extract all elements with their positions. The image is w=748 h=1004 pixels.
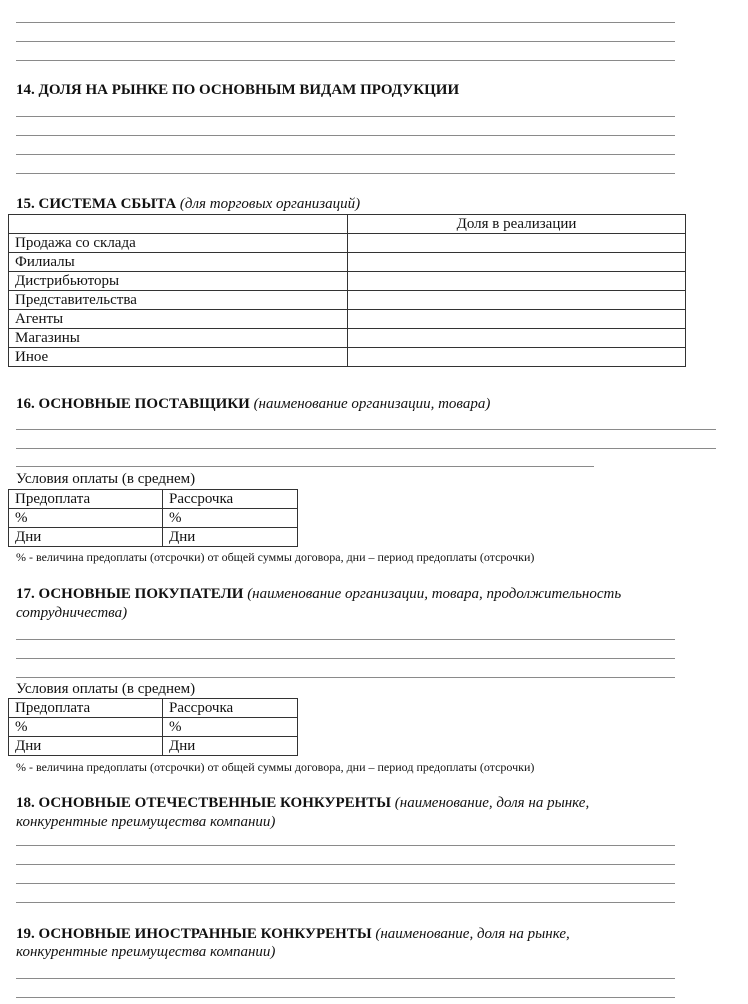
- answer-line[interactable]: [16, 978, 675, 979]
- table-row: [9, 310, 686, 329]
- table-row: [9, 528, 298, 547]
- answer-line[interactable]: [16, 845, 675, 846]
- row-label: Иное: [9, 348, 348, 367]
- section-17-hint-continued: сотрудничества): [16, 605, 128, 621]
- answer-line[interactable]: [16, 41, 675, 42]
- table-header-row: [9, 490, 298, 509]
- table-header-cell: Доля в реализации: [348, 215, 686, 234]
- sales-system-table: [8, 214, 686, 367]
- prepayment-days-cell[interactable]: Дни: [9, 737, 163, 756]
- table-header-cell: Предоплата: [9, 490, 163, 509]
- row-label: Дистрибьюторы: [9, 272, 348, 291]
- section-16-title: 16. ОСНОВНЫЕ ПОСТАВЩИКИ: [16, 396, 250, 412]
- share-input-cell[interactable]: [348, 234, 686, 253]
- table-row: [9, 329, 686, 348]
- share-input-cell[interactable]: [348, 253, 686, 272]
- table-row: [9, 737, 298, 756]
- buyer-payment-table: [8, 698, 298, 756]
- table-header-cell: Рассрочка: [163, 699, 298, 718]
- table-header-cell: Предоплата: [9, 699, 163, 718]
- share-input-cell[interactable]: [348, 272, 686, 291]
- section-15-hint: (для торговых организаций): [179, 196, 361, 212]
- section-19-hint-continued: конкурентные преимущества компании): [16, 944, 276, 960]
- table-header-cell: Рассрочка: [163, 490, 298, 509]
- table-header-cell: [9, 215, 348, 234]
- row-label: Магазины: [9, 329, 348, 348]
- share-input-cell[interactable]: [348, 329, 686, 348]
- table-row: [9, 348, 686, 367]
- section-18-hint: (наименование, доля на рынке,: [394, 795, 590, 811]
- payment-terms-label: Условия оплаты (в среднем): [16, 681, 196, 697]
- answer-line[interactable]: [16, 60, 675, 61]
- table-row: [9, 509, 298, 528]
- payment-terms-label: Условия оплаты (в среднем): [16, 471, 196, 487]
- section-15-heading: [16, 195, 360, 214]
- section-18-heading: [16, 794, 589, 813]
- section-18-hint-continued: конкурентные преимущества компании): [16, 814, 276, 830]
- supplier-payment-table: [8, 489, 298, 547]
- row-label: Продажа со склада: [9, 234, 348, 253]
- section-17-heading: [16, 585, 621, 604]
- answer-line[interactable]: [16, 448, 716, 449]
- row-label: Представительства: [9, 291, 348, 310]
- payment-note: % - величина предоплаты (отсрочки) от общей суммы договора, дни – период предоплаты (отсрочки): [16, 550, 535, 564]
- answer-line[interactable]: [16, 173, 675, 174]
- section-19-hint: (наименование, доля на рынке,: [375, 926, 570, 942]
- answer-line[interactable]: [16, 466, 594, 467]
- installment-percent-cell[interactable]: %: [163, 718, 298, 737]
- answer-line[interactable]: [16, 22, 675, 23]
- section-17-hint: (наименование организации, товара, продолжительность: [247, 586, 622, 602]
- answer-line[interactable]: [16, 135, 675, 136]
- row-label: Агенты: [9, 310, 348, 329]
- row-label: Филиалы: [9, 253, 348, 272]
- table-header-row: [9, 699, 298, 718]
- table-header-row: [9, 215, 686, 234]
- section-16-heading: [16, 395, 490, 414]
- share-input-cell[interactable]: [348, 348, 686, 367]
- installment-days-cell[interactable]: Дни: [163, 737, 298, 756]
- answer-line[interactable]: [16, 677, 675, 678]
- prepayment-percent-cell[interactable]: %: [9, 509, 163, 528]
- table-row: [9, 253, 686, 272]
- answer-line[interactable]: [16, 902, 675, 903]
- section-17-title: 17. ОСНОВНЫЕ ПОКУПАТЕЛИ: [16, 586, 244, 602]
- section-19-title: 19. ОСНОВНЫЕ ИНОСТРАННЫЕ КОНКУРЕНТЫ: [16, 926, 372, 942]
- answer-line[interactable]: [16, 997, 675, 998]
- section-18-title: 18. ОСНОВНЫЕ ОТЕЧЕСТВЕННЫЕ КОНКУРЕНТЫ: [16, 795, 392, 811]
- answer-line[interactable]: [16, 864, 675, 865]
- table-row: [9, 291, 686, 310]
- installment-days-cell[interactable]: Дни: [163, 528, 298, 547]
- prepayment-days-cell[interactable]: Дни: [9, 528, 163, 547]
- share-input-cell[interactable]: [348, 291, 686, 310]
- answer-line[interactable]: [16, 429, 716, 430]
- table-row: [9, 718, 298, 737]
- section-14-heading: [16, 81, 459, 100]
- answer-line[interactable]: [16, 116, 675, 117]
- answer-line[interactable]: [16, 154, 675, 155]
- section-19-heading: [16, 925, 570, 944]
- section-14-title: 14. ДОЛЯ НА РЫНКЕ ПО ОСНОВНЫМ ВИДАМ ПРОДУКЦИИ: [16, 82, 460, 98]
- answer-line[interactable]: [16, 883, 675, 884]
- section-16-hint: (наименование организации, товара): [253, 396, 491, 412]
- payment-note: % - величина предоплаты (отсрочки) от общей суммы договора, дни – период предоплаты (отсрочки): [16, 760, 535, 774]
- installment-percent-cell[interactable]: %: [163, 509, 298, 528]
- answer-line[interactable]: [16, 658, 675, 659]
- table-row: [9, 234, 686, 253]
- share-input-cell[interactable]: [348, 310, 686, 329]
- answer-line[interactable]: [16, 639, 675, 640]
- table-row: [9, 272, 686, 291]
- prepayment-percent-cell[interactable]: %: [9, 718, 163, 737]
- section-15-title: 15. СИСТЕМА СБЫТА: [16, 196, 177, 212]
